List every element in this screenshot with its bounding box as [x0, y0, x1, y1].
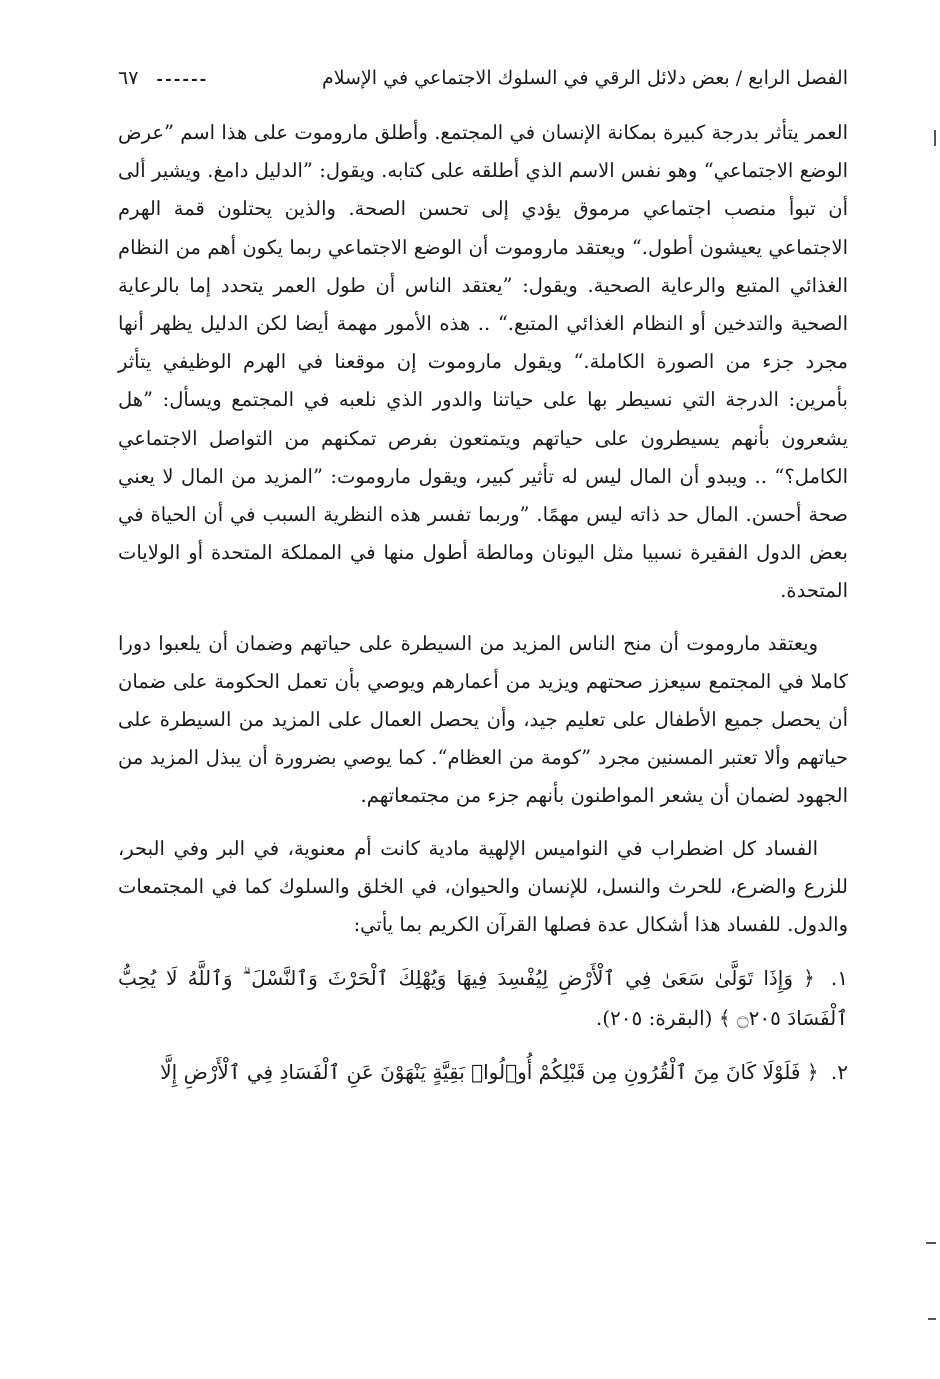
page-number: ٦٧ — [118, 67, 139, 89]
chapter-title: الفصل الرابع / بعض دلائل الرقي في السلوك الاجتماعي في الإسلام — [321, 67, 848, 89]
header-dashes: ------ — [156, 68, 209, 88]
verse-2-open-bracket: ﴿ — [806, 1060, 819, 1085]
verse-2-text: فَلَوْلَا كَانَ مِنَ ٱلْقُرُونِ مِن قَبْلِكُمْ أُو۟لُوا۟ بَقِيَّةٍ يَنْهَوْنَ عَنِ ٱلْفَسَادِ فِي ٱلْأَرْضِ إِلَّا — [160, 1060, 801, 1085]
paragraph-3: الفساد كل اضطراب في النواميس الإلهية مادية كانت أم معنوية، في البر وفي البحر، للزرع والضرع، للحرث والنسل، للإنسان والحيوان، في الخلق والسلوك كما في المجتمعات والدول. للفساد هذا أشكال عدة فصلها القرآن الكريم بما يأتي: — [118, 836, 848, 937]
verse-1-text: وَإِذَا تَوَلَّىٰ سَعَىٰ فِي ٱلْأَرْضِ لِيُفْسِدَ فِيهَا وَيُهْلِكَ ٱلْحَرْثَ وَٱلنَّسْلَ ۗ وَٱللَّهُ لَا يُحِبُّ ٱلْفَسَادَ ۝٢٠٥ — [118, 966, 848, 1031]
verse-1-reference: (البقرة: ٢٠٥). — [595, 1006, 713, 1031]
running-header — [118, 58, 848, 98]
verse-1-close-bracket: ﴾ — [718, 1006, 731, 1031]
margin-mark-top — [934, 130, 936, 146]
body-text — [118, 114, 848, 1106]
paragraph-2: ويعتقد ماروموت أن منح الناس المزيد من السيطرة على حياتهم وضمان أن يلعبوا دورا كاملا في المجتمع سيعزز صحتهم ويزيد من أعمارهم ويوصي بأن تعمل الحكومة على ضمان أن يحصل جميع الأطفال على تعليم جيد، وأن يحصل العمال على المزيد من السيطرة على حياتهم وألا تعتبر المسنين مجرد ”كومة من العظام“. كما يوصي بضرورة أن يبذل المزيد من الجهود لضمان أن يشعر المواطنون بأنهم جزء من مجتمعاتهم. — [118, 631, 848, 808]
verse-2 — [118, 1052, 848, 1092]
verse-1-open-bracket: ﴿ — [803, 966, 815, 991]
verse-1 — [118, 958, 848, 1038]
header-right-group — [118, 67, 208, 89]
paragraph-1: العمر يتأثر بدرجة كبيرة بمكانة الإنسان في المجتمع. وأطلق ماروموت على هذا اسم ”عرض الوضع الاجتماعي“ وهو نفس الاسم الذي أطلقه على كتابه. ويقول: ”الدليل دامغ. ويشير ألى أن تبوأ منصب اجتماعي مرموق يؤدي إلى تحسن الصحة. والذين يحتلون قمة الهرم الاجتماعي يعيشون أطول.“ ويعتقد ماروموت أن الوضع الاجتماعي ربما يكون أهم من النظام الغذائي المتبع والرعاية الصحية. ويقول: ”يعتقد الناس أن طول العمر يتحدد إما بالرعاية الصحية والتدخين أو النظام الغذائي المتبع.“ .. هذه الأمور مهمة أيضا لكن الدليل يظهر أنها مجرد جزء من الصورة الكاملة.“ ويقول ماروموت إن موقعنا في الهرم الوظيفي يتأثر بأمرين: الدرجة التي نسيطر بها على حياتنا والدور الذي نلعبه في المجتمع ويسأل: ”هل يشعرون بأنهم يسيطرون على حياتهم ويتمتعون بفرص تمكنهم من التواصل الاجتماعي الكامل؟“ .. ويبدو أن المال ليس له تأثير كبير، ويقول ماروموت: ”المزيد من المال لا يعني صحة أحسن. المال حد ذاته ليس مهمًا. ”وربما تفسر هذه النظرية السبب في أن الحياة في بعض الدول الفقيرة نسبيا مثل اليونان ومالطة أطول منها في المملكة المتحدة أو الولايات المتحدة. — [118, 121, 848, 603]
margin-mark-bottom — [928, 1318, 936, 1320]
verse-1-number: ١. — [830, 966, 849, 991]
margin-mark-middle — [926, 1242, 936, 1244]
verse-2-number: ٢. — [830, 1060, 848, 1085]
